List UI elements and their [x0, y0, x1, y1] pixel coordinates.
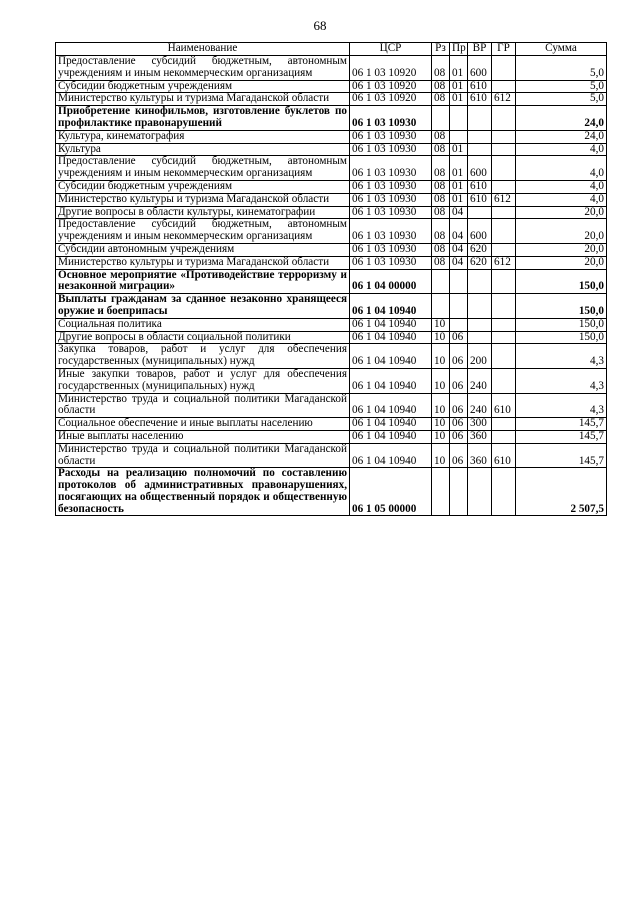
- cell-vr: [468, 130, 492, 143]
- cell-rz: 08: [432, 193, 450, 206]
- table-row: [56, 56, 607, 81]
- cell-gr: [492, 219, 516, 244]
- cell-pr: 01: [450, 93, 468, 106]
- cell-name: Другие вопросы в области социальной политики: [56, 331, 350, 344]
- cell-csr: 06 1 04 10940: [350, 318, 432, 331]
- cell-sum: 145,7: [516, 430, 607, 443]
- cell-rz: 10: [432, 393, 450, 418]
- cell-csr: 06 1 04 10940: [350, 393, 432, 418]
- cell-rz: 10: [432, 331, 450, 344]
- table-header-row: [56, 43, 607, 56]
- table-row: [56, 143, 607, 156]
- cell-rz: 08: [432, 130, 450, 143]
- cell-pr: 01: [450, 56, 468, 81]
- header-pr: Пр: [450, 43, 468, 56]
- cell-vr: 360: [468, 430, 492, 443]
- cell-rz: 10: [432, 443, 450, 468]
- cell-vr: [468, 106, 492, 131]
- cell-pr: 04: [450, 243, 468, 256]
- cell-rz: 08: [432, 56, 450, 81]
- table-row: [56, 468, 607, 516]
- cell-pr: 06: [450, 344, 468, 369]
- cell-vr: 610: [468, 180, 492, 193]
- cell-rz: 10: [432, 344, 450, 369]
- cell-sum: 145,7: [516, 443, 607, 468]
- cell-csr: 06 1 03 10920: [350, 93, 432, 106]
- cell-gr: 612: [492, 93, 516, 106]
- cell-name: Иные выплаты населению: [56, 430, 350, 443]
- cell-vr: 610: [468, 193, 492, 206]
- cell-vr: [468, 331, 492, 344]
- cell-gr: [492, 206, 516, 219]
- cell-gr: [492, 418, 516, 431]
- cell-gr: [492, 430, 516, 443]
- cell-csr: 06 1 05 00000: [350, 468, 432, 516]
- cell-vr: 200: [468, 344, 492, 369]
- cell-csr: 06 1 04 10940: [350, 368, 432, 393]
- cell-gr: [492, 156, 516, 181]
- cell-name: Министерство культуры и туризма Магаданской области: [56, 93, 350, 106]
- header-rz: Рз: [432, 43, 450, 56]
- cell-name: Основное мероприятие «Противодействие терроризму и незаконной миграции»: [56, 269, 350, 294]
- cell-gr: 612: [492, 193, 516, 206]
- cell-vr: [468, 206, 492, 219]
- cell-sum: 4,3: [516, 344, 607, 369]
- cell-rz: 08: [432, 156, 450, 181]
- cell-csr: 06 1 04 10940: [350, 331, 432, 344]
- cell-sum: 4,0: [516, 156, 607, 181]
- table-row: [56, 344, 607, 369]
- cell-sum: 145,7: [516, 418, 607, 431]
- cell-sum: 4,3: [516, 393, 607, 418]
- cell-pr: 06: [450, 418, 468, 431]
- cell-pr: 01: [450, 180, 468, 193]
- cell-gr: [492, 294, 516, 319]
- cell-pr: 06: [450, 331, 468, 344]
- cell-sum: 20,0: [516, 219, 607, 244]
- cell-gr: [492, 368, 516, 393]
- cell-gr: [492, 143, 516, 156]
- cell-csr: 06 1 03 10930: [350, 206, 432, 219]
- cell-gr: [492, 56, 516, 81]
- cell-rz: 08: [432, 180, 450, 193]
- cell-csr: 06 1 03 10930: [350, 243, 432, 256]
- cell-sum: 150,0: [516, 269, 607, 294]
- cell-csr: 06 1 03 10930: [350, 130, 432, 143]
- cell-name: Закупка товаров, работ и услуг для обеспечения государственных (муниципальных) нужд: [56, 344, 350, 369]
- cell-gr: 612: [492, 256, 516, 269]
- cell-pr: 01: [450, 156, 468, 181]
- cell-vr: 600: [468, 156, 492, 181]
- cell-rz: [432, 269, 450, 294]
- cell-pr: [450, 130, 468, 143]
- header-csr: ЦСР: [350, 43, 432, 56]
- table-row: [56, 80, 607, 93]
- cell-name: Предоставление субсидий бюджетным, автономным учреждениям и иным некоммерческим организациям: [56, 156, 350, 181]
- cell-vr: [468, 143, 492, 156]
- cell-pr: [450, 318, 468, 331]
- cell-sum: 5,0: [516, 80, 607, 93]
- cell-pr: 06: [450, 368, 468, 393]
- table-row: [56, 368, 607, 393]
- cell-vr: [468, 269, 492, 294]
- table-row: [56, 219, 607, 244]
- cell-pr: 01: [450, 80, 468, 93]
- cell-csr: 06 1 03 10930: [350, 180, 432, 193]
- cell-gr: [492, 344, 516, 369]
- cell-vr: 610: [468, 80, 492, 93]
- cell-pr: [450, 269, 468, 294]
- cell-csr: 06 1 03 10920: [350, 56, 432, 81]
- cell-rz: 08: [432, 256, 450, 269]
- cell-name: Предоставление субсидий бюджетным, автономным учреждениям и иным некоммерческим организациям: [56, 56, 350, 81]
- cell-csr: 06 1 03 10930: [350, 193, 432, 206]
- table-row: [56, 294, 607, 319]
- cell-sum: 24,0: [516, 130, 607, 143]
- cell-csr: 06 1 04 10940: [350, 430, 432, 443]
- cell-rz: [432, 106, 450, 131]
- cell-gr: [492, 130, 516, 143]
- cell-name: Министерство труда и социальной политики Магаданской области: [56, 393, 350, 418]
- cell-vr: [468, 318, 492, 331]
- cell-gr: [492, 106, 516, 131]
- cell-rz: 10: [432, 318, 450, 331]
- cell-vr: 360: [468, 443, 492, 468]
- table-row: [56, 318, 607, 331]
- cell-gr: [492, 318, 516, 331]
- cell-vr: [468, 294, 492, 319]
- cell-name: Субсидии бюджетным учреждениям: [56, 180, 350, 193]
- cell-sum: 4,0: [516, 193, 607, 206]
- cell-rz: 08: [432, 219, 450, 244]
- cell-rz: [432, 294, 450, 319]
- table-row: [56, 243, 607, 256]
- cell-vr: 300: [468, 418, 492, 431]
- cell-pr: [450, 468, 468, 516]
- table-row: [56, 256, 607, 269]
- cell-name: Министерство труда и социальной политики Магаданской области: [56, 443, 350, 468]
- cell-rz: 08: [432, 243, 450, 256]
- cell-rz: 08: [432, 93, 450, 106]
- cell-vr: 600: [468, 219, 492, 244]
- cell-vr: 610: [468, 93, 492, 106]
- cell-sum: 150,0: [516, 294, 607, 319]
- cell-pr: 01: [450, 193, 468, 206]
- cell-csr: 06 1 03 10930: [350, 256, 432, 269]
- cell-vr: 240: [468, 393, 492, 418]
- cell-name: Социальное обеспечение и иные выплаты населению: [56, 418, 350, 431]
- cell-rz: 08: [432, 206, 450, 219]
- cell-sum: 4,0: [516, 180, 607, 193]
- cell-rz: 08: [432, 143, 450, 156]
- table-row: [56, 106, 607, 131]
- table-row: [56, 130, 607, 143]
- cell-gr: [492, 243, 516, 256]
- cell-vr: 240: [468, 368, 492, 393]
- cell-vr: 620: [468, 256, 492, 269]
- header-sum: Сумма: [516, 43, 607, 56]
- cell-sum: 20,0: [516, 206, 607, 219]
- cell-name: Расходы на реализацию полномочий по составлению протоколов об административных правонарушениях, посягающих на общественный порядок и общественную безопасность: [56, 468, 350, 516]
- cell-pr: [450, 106, 468, 131]
- header-vr: ВР: [468, 43, 492, 56]
- table-row: [56, 180, 607, 193]
- cell-csr: 06 1 04 00000: [350, 269, 432, 294]
- cell-rz: [432, 468, 450, 516]
- table-row: [56, 156, 607, 181]
- cell-pr: 06: [450, 430, 468, 443]
- table-row: [56, 206, 607, 219]
- cell-sum: 5,0: [516, 56, 607, 81]
- cell-csr: 06 1 04 10940: [350, 294, 432, 319]
- cell-gr: 610: [492, 443, 516, 468]
- cell-rz: 10: [432, 418, 450, 431]
- cell-csr: 06 1 03 10930: [350, 106, 432, 131]
- table-row: [56, 331, 607, 344]
- cell-sum: 5,0: [516, 93, 607, 106]
- page-number: 68: [313, 18, 327, 33]
- cell-rz: 10: [432, 368, 450, 393]
- cell-sum: 150,0: [516, 318, 607, 331]
- cell-csr: 06 1 03 10930: [350, 219, 432, 244]
- table-row: [56, 193, 607, 206]
- cell-name: Министерство культуры и туризма Магаданской области: [56, 256, 350, 269]
- cell-gr: [492, 468, 516, 516]
- cell-name: Предоставление субсидий бюджетным, автономным учреждениям и иным некоммерческим организациям: [56, 219, 350, 244]
- cell-name: Субсидии автономным учреждениям: [56, 243, 350, 256]
- cell-name: Культура, кинематография: [56, 130, 350, 143]
- cell-vr: 620: [468, 243, 492, 256]
- cell-name: Культура: [56, 143, 350, 156]
- cell-csr: 06 1 04 10940: [350, 443, 432, 468]
- cell-csr: 06 1 03 10930: [350, 143, 432, 156]
- table-row: [56, 430, 607, 443]
- cell-pr: 04: [450, 206, 468, 219]
- cell-csr: 06 1 03 10920: [350, 80, 432, 93]
- cell-name: Выплаты гражданам за сданное незаконно хранящееся оружие и боеприпасы: [56, 294, 350, 319]
- cell-sum: 4,0: [516, 143, 607, 156]
- cell-csr: 06 1 03 10930: [350, 156, 432, 181]
- cell-pr: 06: [450, 443, 468, 468]
- header-name: Наименование: [56, 43, 350, 56]
- cell-pr: 04: [450, 219, 468, 244]
- cell-name: Социальная политика: [56, 318, 350, 331]
- cell-gr: [492, 80, 516, 93]
- cell-vr: 600: [468, 56, 492, 81]
- cell-sum: 4,3: [516, 368, 607, 393]
- cell-pr: 01: [450, 143, 468, 156]
- header-gr: ГР: [492, 43, 516, 56]
- cell-gr: [492, 269, 516, 294]
- cell-gr: [492, 180, 516, 193]
- cell-rz: 10: [432, 430, 450, 443]
- cell-name: Иные закупки товаров, работ и услуг для обеспечения государственных (муниципальных) нужд: [56, 368, 350, 393]
- cell-sum: 20,0: [516, 243, 607, 256]
- table-row: [56, 93, 607, 106]
- cell-sum: 150,0: [516, 331, 607, 344]
- cell-name: Министерство культуры и туризма Магаданской области: [56, 193, 350, 206]
- cell-pr: 04: [450, 256, 468, 269]
- cell-vr: [468, 468, 492, 516]
- cell-sum: 24,0: [516, 106, 607, 131]
- cell-csr: 06 1 04 10940: [350, 344, 432, 369]
- table-row: [56, 269, 607, 294]
- table-row: [56, 393, 607, 418]
- cell-rz: 08: [432, 80, 450, 93]
- cell-gr: 610: [492, 393, 516, 418]
- cell-name: Приобретение кинофильмов, изготовление буклетов по профилактике правонарушений: [56, 106, 350, 131]
- cell-pr: 06: [450, 393, 468, 418]
- cell-csr: 06 1 04 10940: [350, 418, 432, 431]
- cell-pr: [450, 294, 468, 319]
- cell-sum: 2 507,5: [516, 468, 607, 516]
- cell-sum: 20,0: [516, 256, 607, 269]
- cell-name: Другие вопросы в области культуры, кинематографии: [56, 206, 350, 219]
- table-row: [56, 418, 607, 431]
- table-body: [56, 56, 607, 516]
- cell-gr: [492, 331, 516, 344]
- cell-name: Субсидии бюджетным учреждениям: [56, 80, 350, 93]
- budget-table: [55, 42, 607, 516]
- table-row: [56, 443, 607, 468]
